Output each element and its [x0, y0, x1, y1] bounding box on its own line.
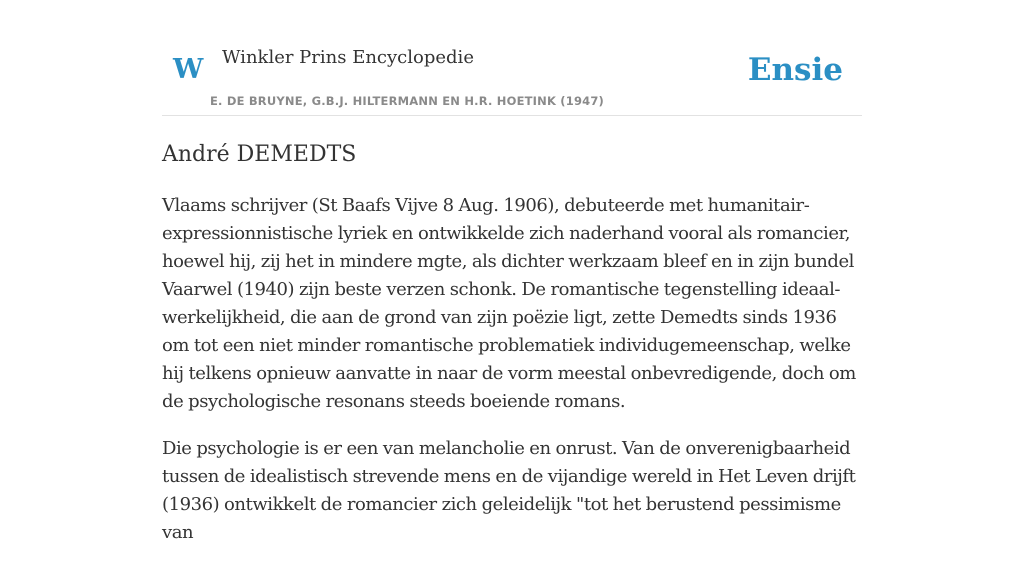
article-body	[162, 192, 862, 566]
authors-line: E. DE BRUYNE, G.B.J. HILTERMANN EN H.R. HOETINK (1947)	[210, 94, 605, 108]
site-title[interactable]: Winkler Prins Encyclopedie	[222, 47, 474, 68]
site-header	[162, 40, 862, 116]
article-title: André DEMEDTS	[162, 142, 357, 167]
ensie-logo[interactable]: Ensie	[747, 52, 843, 88]
article-paragraph: Vlaams schrijver (St Baafs Vijve 8 Aug. 1906), debuteerde met humanitair-expressionnistische lyriek en ontwikkelde zich naderhand vooral als romancier, hoewel hij, zij het in mindere mgte, als dichter werkzaam bleef en in zijn bundel Vaarwel (1940) zijn beste verzen schonk. De romantische tegenstelling ideaal-werkelijkheid, die aan de grond van zijn poëzie ligt, zette Demedts sinds 1936 om tot een niet minder romantische problematiek individugemeenschap, welke hij telkens opnieuw aanvatte in naar de vorm meestal onbevredigende, doch om de psychologische resonans steeds boeiende romans.	[162, 195, 856, 412]
winkler-prins-logo[interactable]: W	[173, 54, 204, 85]
article-paragraph: Die psychologie is er een van melancholie en onrust. Van de onverenigbaarheid tussen de idealistisch strevende mens en de vijandige wereld in Het Leven drijft (1936) ontwikkelt de romancier zich geleidelijk "tot het berustend pessimisme van	[162, 438, 856, 543]
